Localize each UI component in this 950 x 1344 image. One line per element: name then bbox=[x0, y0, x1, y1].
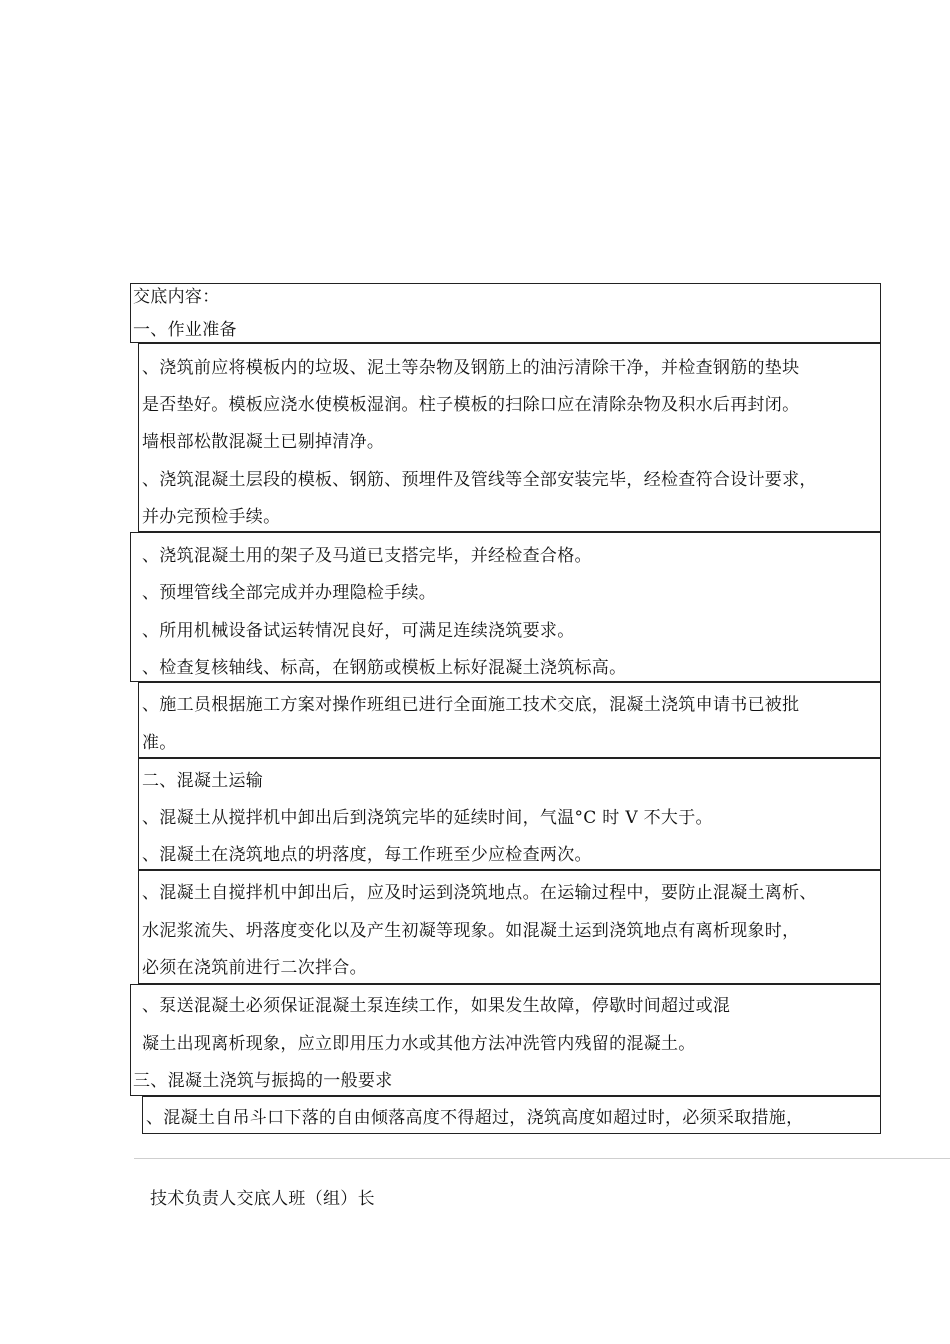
paragraph-line: 是否垫好。模板应浇水使模板湿润。柱子模板的扫除口应在清除杂物及积水后再封闭。 bbox=[142, 395, 800, 415]
header-box bbox=[130, 283, 881, 343]
paragraph-line: 墙根部松散混凝土已剔掉清净。 bbox=[142, 432, 385, 452]
signature-line: 技术负责人交底人班（组）长 bbox=[150, 1189, 375, 1209]
paragraph-line: 凝土出现离析现象，应立即用压力水或其他方法冲洗管内残留的混凝土。 bbox=[142, 1034, 696, 1054]
paragraph-line: 准。 bbox=[142, 733, 177, 753]
paragraph-line: 、混凝土自搅拌机中卸出后，应及时运到浇筑地点。在运输过程中，要防止混凝土离析、 bbox=[142, 883, 817, 903]
section-title-transport: 二、混凝土运输 bbox=[142, 771, 264, 791]
paragraph-line: 、泵送混凝土必须保证混凝土泵连续工作，如果发生故障，停歇时间超过或混 bbox=[142, 996, 731, 1016]
paragraph-line: 、施工员根据施工方案对操作班组已进行全面施工技术交底，混凝土浇筑申请书已被批 bbox=[142, 695, 800, 715]
paragraph-line: 、混凝土自吊斗口下落的自由倾落高度不得超过，浇筑高度如超过时，必须采取措施， bbox=[146, 1108, 804, 1128]
paragraph-line: 、浇筑前应将模板内的垃圾、泥土等杂物及钢筋上的油污清除干净，并检查钢筋的垫块 bbox=[142, 358, 800, 378]
paragraph-line: 水泥浆流失、坍落度变化以及产生初凝等现象。如混凝土运到浇筑地点有离析现象时， bbox=[142, 921, 800, 941]
paragraph-line: 并办完预检手续。 bbox=[142, 507, 281, 527]
paragraph-line: 、混凝土在浇筑地点的坍落度，每工作班至少应检查两次。 bbox=[142, 845, 592, 865]
paragraph-line: 必须在浇筑前进行二次拌合。 bbox=[142, 958, 367, 978]
paragraph-line: 、所用机械设备试运转情况良好，可满足连续浇筑要求。 bbox=[142, 621, 575, 641]
section-title-pouring: 三、混凝土浇筑与振捣的一般要求 bbox=[133, 1071, 393, 1091]
paragraph-line: 、浇筑混凝土层段的模板、钢筋、预埋件及管线等全部安装完毕，经检查符合设计要求， bbox=[142, 470, 817, 490]
footer-divider bbox=[134, 1158, 950, 1159]
paragraph-line: 、浇筑混凝土用的架子及马道已支搭完毕，并经检查合格。 bbox=[142, 546, 592, 566]
section-title-preparation: 一、作业准备 bbox=[133, 320, 237, 340]
paragraph-line: 、预埋管线全部完成并办理隐检手续。 bbox=[142, 583, 437, 603]
paragraph-line: 、混凝土从搅拌机中卸出后到浇筑完毕的延续时间，气温°C 时 V 不大于。 bbox=[142, 808, 713, 828]
paragraph-line: 、检查复核轴线、标高，在钢筋或模板上标好混凝土浇筑标高。 bbox=[142, 658, 627, 678]
content-label: 交底内容： bbox=[133, 287, 220, 307]
